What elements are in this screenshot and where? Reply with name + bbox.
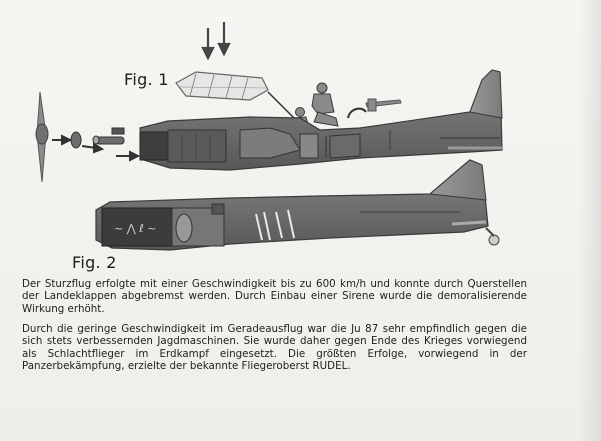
propeller-part [36, 92, 48, 182]
figure-1-label: Fig. 1 [124, 70, 169, 89]
assembly-guide-line [268, 92, 294, 118]
rear-gun-part [366, 99, 401, 111]
paragraph-text: Durch die geringe Geschwindigkeit im Geradeausflug war die Ju 87 sehr empfindlich gegen die sich stets verbessernden Jagdmaschinen. Sie wurde daher gegen Ende des Krieges vorwiegend als Schlachtflieger im Erdkampf eingesetzt. Die größten Erfolge, vorwiegend in der Panzerbekämpfung, erzielte der bekannte Fliegeroberst RUDEL. [22, 323, 527, 372]
fuselage-fig2 [96, 160, 499, 250]
canopy-part [176, 72, 268, 100]
text-paragraph-2 [22, 323, 527, 372]
svg-text:~ ⋀ ℓ ~: ~ ⋀ ℓ ~ [114, 222, 157, 235]
figure-2-label: Fig. 2 [72, 253, 117, 272]
assembly-guide-line [348, 109, 366, 118]
small-parts [71, 128, 124, 148]
text-paragraph-1 [22, 278, 527, 315]
down-arrow-icon-pair [203, 22, 229, 58]
paragraph-text: Der Sturzflug erfolgte mit einer Geschwindigkeit bis zu 600 km/h und konnte durch Querstellen der Landeklappen abgebremst werden. Durch Einbau einer Sirene wurde die demoralisierende Wirkung erhöht. [22, 278, 527, 315]
